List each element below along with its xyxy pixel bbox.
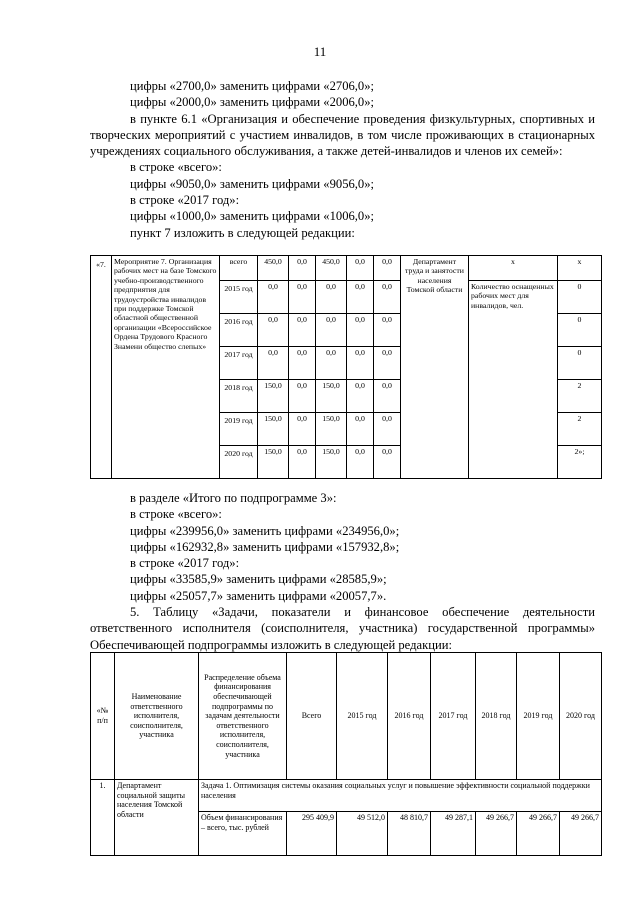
paragraph: цифры «2000,0» заменить цифрами «2006,0»; [130, 95, 375, 110]
value-cell: 0,0 [374, 256, 401, 281]
header-num: «№ п/п [91, 653, 115, 780]
header-2019: 2019 год [517, 653, 560, 780]
value-2017: 49 287,1 [431, 812, 476, 856]
row-name: Департамент социальной защиты населения Томской области [115, 780, 199, 856]
value-cell: 450,0 [258, 256, 289, 281]
value-2015: 49 512,0 [337, 812, 388, 856]
value-total: 295 409,9 [287, 812, 337, 856]
paragraph: в строке «всего»: [130, 160, 222, 175]
value-cell: 0,0 [374, 380, 401, 413]
value-cell: 0,0 [374, 281, 401, 314]
paragraph: в разделе «Итого по подпрограмме 3»: [130, 491, 337, 505]
value-cell: 150,0 [316, 446, 347, 479]
value-cell: 0,0 [374, 314, 401, 347]
value-cell: 0,0 [374, 446, 401, 479]
value-cell: 0,0 [347, 256, 374, 281]
paragraph: цифры «1000,0» заменить цифрами «1006,0»; [130, 209, 375, 224]
indicator-value: 2 [558, 380, 602, 413]
paragraph: цифры «25057,7» заменить цифрами «20057,7». [130, 588, 387, 603]
year-cell: всего [220, 256, 258, 281]
paragraph: цифры «33585,9» заменить цифрами «28585,9»; [130, 572, 387, 587]
paragraph: 5. Таблицу «Задачи, показатели и финансовое обеспечение деятельности ответственного исполнителя (соисполнителя, участника) государственной программы» Обеспечивающей подпрограммы изложить в следующей редакции: [90, 605, 595, 652]
value-2016: 48 810,7 [388, 812, 431, 856]
value-cell: 0,0 [316, 281, 347, 314]
value-cell: 0,0 [289, 314, 316, 347]
table-item-7 [90, 255, 602, 479]
value-cell: 0,0 [258, 314, 289, 347]
indicator-cell: Количество оснащенных рабочих мест для инвалидов, чел. [469, 281, 558, 479]
indicator-value: 2»; [558, 446, 602, 479]
value-cell: 150,0 [316, 380, 347, 413]
indicator-value: 0 [558, 347, 602, 380]
header-distribution: Распределение объема финансирования обеспечивающей подпрограммы по задачам деятельности ответственного исполнителя, соисполнителя, участника [199, 653, 287, 780]
value-2020: 49 266,7 [560, 812, 602, 856]
task-text: Задача 1. Оптимизация системы оказания социальных услуг и повышение эффективности социальной поддержки населения [199, 780, 602, 812]
value-cell: 0,0 [258, 281, 289, 314]
value-cell: 450,0 [316, 256, 347, 281]
value-cell: 0,0 [289, 256, 316, 281]
volume-label: Объем финансирования – всего, тыс. рублей [199, 812, 287, 856]
value-cell: 0,0 [316, 347, 347, 380]
value-2019: 49 266,7 [517, 812, 560, 856]
year-cell: 2015 год [220, 281, 258, 314]
indicator-value: 2 [558, 413, 602, 446]
paragraph: цифры «162932,8» заменить цифрами «157932,8»; [130, 539, 400, 554]
value-cell: 0,0 [347, 281, 374, 314]
value-cell: 0,0 [289, 446, 316, 479]
value-cell: 0,0 [289, 380, 316, 413]
value-cell: 0,0 [289, 281, 316, 314]
value-cell: 0,0 [347, 380, 374, 413]
text-top [90, 78, 595, 241]
item-name: Мероприятие 7. Организация рабочих мест на базе Томского учебно-производственного предприятия для трудоустройства инвалидов при поддержке Томской областной общественной организации «Всероссийское Ордена Трудового Красного Знамени общество слепых» [112, 256, 220, 479]
item-number: «7. [91, 256, 112, 479]
value-cell: 0,0 [316, 314, 347, 347]
paragraph: в пункте 6.1 «Организация и обеспечение проведения физкультурных, спортивных и творческих мероприятий с участием инвалидов, в том числе проживающих в стационарных учреждениях социального обслуживания, а также детей-инвалидов и членов их семей»: [90, 111, 595, 159]
year-cell: 2020 год [220, 446, 258, 479]
value-cell: 150,0 [258, 380, 289, 413]
value-cell: 0,0 [347, 347, 374, 380]
paragraph: в строке «2017 год»: [130, 556, 240, 571]
row-num: 1. [91, 780, 115, 856]
value-cell: 150,0 [316, 413, 347, 446]
header-2018: 2018 год [476, 653, 517, 780]
value-cell: 0,0 [347, 314, 374, 347]
paragraph: цифры «239956,0» заменить цифрами «234956,0»; [130, 523, 400, 538]
table-tasks [90, 652, 602, 856]
header-2015: 2015 год [337, 653, 388, 780]
paragraph: пункт 7 изложить в следующей редакции: [130, 225, 355, 240]
header-x-cell: х [558, 256, 602, 281]
value-cell: 0,0 [258, 347, 289, 380]
year-cell: 2018 год [220, 380, 258, 413]
value-cell: 0,0 [347, 446, 374, 479]
paragraph: в строке «всего»: [130, 507, 222, 522]
year-cell: 2019 год [220, 413, 258, 446]
value-cell: 0,0 [374, 413, 401, 446]
paragraph: цифры «2700,0» заменить цифрами «2706,0»; [130, 79, 375, 93]
indicator-value: 0 [558, 314, 602, 347]
header-2017: 2017 год [431, 653, 476, 780]
value-cell: 0,0 [347, 413, 374, 446]
value-2018: 49 266,7 [476, 812, 517, 856]
executor-cell: Департамент труда и занятости населения Томской области [401, 256, 469, 479]
header-2016: 2016 год [388, 653, 431, 780]
paragraph: цифры «9050,0» заменить цифрами «9056,0»; [130, 176, 375, 191]
header-2020: 2020 год [560, 653, 602, 780]
header-total: Всего [287, 653, 337, 780]
year-cell: 2016 год [220, 314, 258, 347]
value-cell: 0,0 [374, 347, 401, 380]
paragraph: в строке «2017 год»: [130, 193, 240, 208]
value-cell: 0,0 [289, 347, 316, 380]
text-mid [90, 490, 595, 653]
page-number: 11 [313, 44, 327, 59]
header-name: Наименование ответственного исполнителя, соисполнителя, участника [115, 653, 199, 780]
indicator-value: 0 [558, 281, 602, 314]
header-x-cell: х [469, 256, 558, 281]
year-cell: 2017 год [220, 347, 258, 380]
value-cell: 0,0 [289, 413, 316, 446]
value-cell: 150,0 [258, 413, 289, 446]
value-cell: 150,0 [258, 446, 289, 479]
